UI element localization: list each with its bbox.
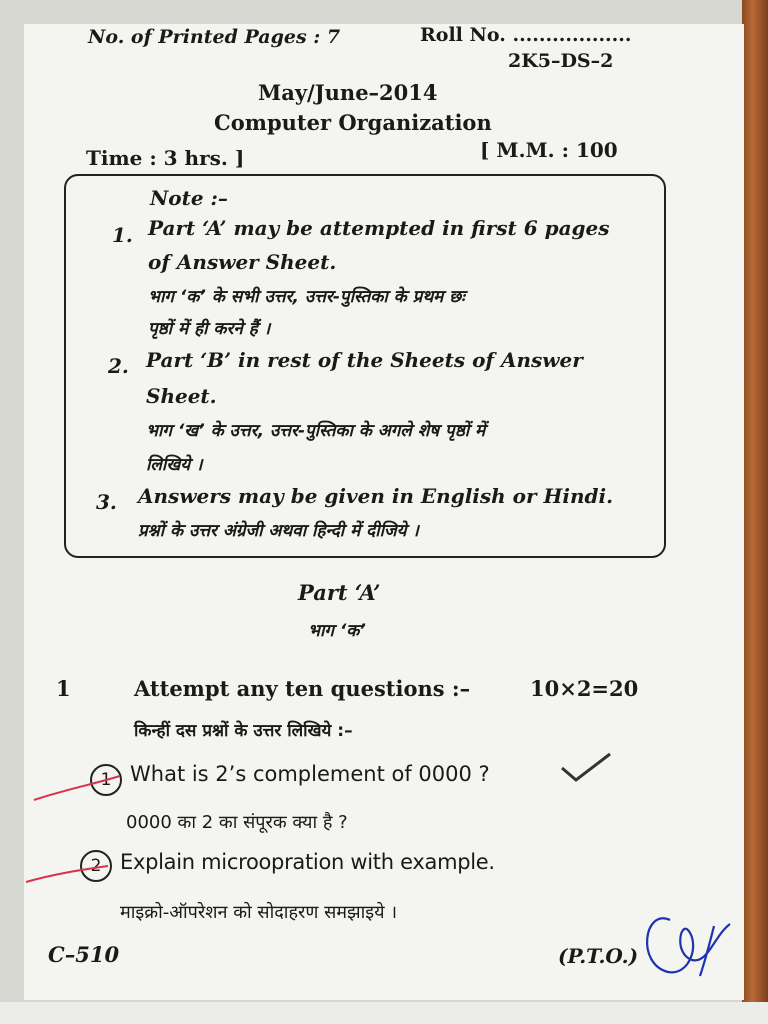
- exam-time: Time : 3 hrs. ]: [86, 146, 245, 170]
- sub-question-2-number: 2: [80, 850, 112, 882]
- note-3-number: 3.: [96, 490, 117, 514]
- sub-question-1-number: 1: [90, 764, 122, 796]
- exam-session: May/June–2014: [258, 80, 438, 105]
- note-1-hindi: भाग ‘क’ के सभी उत्तर, उत्तर-पुस्तिका के प्रथम छः: [148, 287, 465, 307]
- note-title: Note :–: [150, 186, 228, 210]
- printed-pages: No. of Printed Pages : 7: [88, 26, 341, 48]
- sub-question-2-hindi: माइक्रो-ऑपरेशन को सोदाहरण समझाइये ।: [120, 902, 398, 923]
- footer-code: C–510: [48, 942, 120, 967]
- note-2-hindi-cont: लिखिये ।: [146, 455, 203, 475]
- max-marks: [ M.M. : 100: [480, 138, 618, 162]
- red-margin-mark-1: [34, 776, 120, 800]
- note-2-hindi: भाग ‘ख’ के उत्तर, उत्तर-पुस्तिका के अगले शेष पृष्ठों में: [146, 421, 486, 441]
- note-1-text: Part ‘A’ may be attempted in first 6 pages: [148, 216, 610, 240]
- subject-title: Computer Organization: [214, 110, 492, 135]
- note-1-hindi-cont: पृष्ठों में ही करने हैं ।: [148, 319, 271, 339]
- note-3-hindi: प्रश्नों के उत्तर अंग्रेजी अथवा हिन्दी में दीजिये ।: [138, 521, 419, 541]
- page-turn-over: (P.T.O.): [558, 944, 639, 968]
- sub-question-1-hindi: 0000 का 2 का संपूरक क्या है ?: [126, 812, 348, 833]
- note-1-number: 1.: [112, 223, 133, 247]
- part-a-title-hindi: भाग ‘क’: [308, 621, 366, 641]
- question-instruction: Attempt any ten questions :–: [134, 676, 471, 701]
- background-strip: [0, 1002, 768, 1024]
- note-2-text: Part ‘B’ in rest of the Sheets of Answer: [146, 348, 583, 372]
- sub-question-2-text: Explain microopration with example.: [120, 850, 495, 874]
- red-margin-mark-2: [26, 866, 108, 882]
- paper-code: 2K5–DS–2: [508, 50, 614, 72]
- question-marks: 10×2=20: [530, 676, 639, 701]
- part-a-title: Part ‘A’: [298, 580, 381, 605]
- signature-initials: [647, 918, 730, 976]
- roll-number: Roll No. ..................: [420, 24, 632, 46]
- pen-annotations: [24, 24, 744, 1000]
- note-3-text: Answers may be given in English or Hindi.: [138, 484, 614, 508]
- note-1-text-cont: of Answer Sheet.: [148, 250, 337, 274]
- note-2-number: 2.: [108, 354, 129, 378]
- note-2-text-cont: Sheet.: [146, 384, 217, 408]
- sub-question-1-text: What is 2’s complement of 0000 ?: [130, 762, 490, 786]
- question-instruction-hindi: किन्हीं दस प्रश्नों के उत्तर लिखिये :–: [134, 721, 353, 741]
- check-mark-icon: [562, 754, 610, 780]
- exam-paper: [24, 24, 744, 1000]
- question-number: 1: [56, 676, 71, 701]
- desk-edge: [742, 0, 768, 1024]
